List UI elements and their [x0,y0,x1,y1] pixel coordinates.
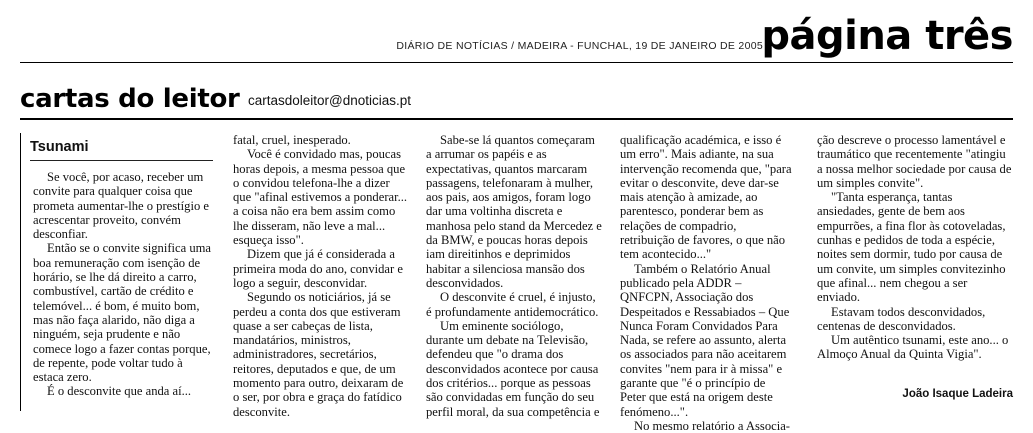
article-author: João Isaque Ladeira [902,388,1013,400]
article-paragraph: Também o Relatório Anual publicado pela ADDR – QNFCPN, Associação dos Despeitados e Ressabiados – Que Nunca Foram Convidados Para Nada, se refere ao assunto, alerta os associados para não aceitarem convites "nem para ir à missa" e garante que "é o princípio de Peter que está na origem deste fenómeno...". [620,261,790,419]
article-paragraph: Sabe-se lá quantos começaram a arrumar os papéis e as expectativas, quantos marcaram passagens, telefonaram à mulher, aos pais, aos amigos, foram logo dar uma voltinha discreta e manhosa pelo stand da Mercedez e da BMW, e poucas horas depois iam direitinhos e deprimidos habitar a silenciosa mansão dos desconvidados. [426,133,602,290]
section-rule [20,118,1013,120]
article-column-1 [20,133,213,411]
header-rule [20,62,1013,63]
article-column-3 [426,133,602,419]
article-paragraph: Segundo os noticiários, já se perdeu a conta dos que estiveram quase a ser cabeças de lista, mandatários, ministros, administradores, secretários, reitores, deputados e que, de um momento para outro, deixaram de o ser, por obra e graça do fatídico desconvite. [233,290,404,419]
article-paragraph: "Tanta esperança, tantas ansiedades, gente de bem aos empurrões, a fina flor às cotoveladas, cunhas e pedidos de toda a espécie, noites sem dormir, tudo por causa de um convite, um simples convitezinho que afinal... nem chegou a ser enviado. [817,190,1006,305]
page-title: página três [761,13,1013,59]
column-paragraphs [817,133,1013,362]
article-title: Tsunami [30,138,213,161]
column-paragraphs [233,133,408,419]
article-paragraph: Um eminente sociólogo, durante um debate na Televisão, defendeu que "o drama dos desconvidados acontece por causa dos critérios... porque as pessoas são convidadas em função do seu perfil moral, da sua competência e [426,318,600,419]
publication-dateline: DIÁRIO DE NOTÍCIAS / MADEIRA - FUNCHAL, 19 DE JANEIRO DE 2005 [396,40,763,52]
article-paragraph: É o desconvite que anda aí... [47,384,192,399]
article-paragraph: O desconvite é cruel, é injusto, é profundamente antidemocrático. [426,290,599,319]
article-paragraph: Se você, por acaso, receber um convite para qualquer coisa que prometa aumentar-lhe o prestígio e acrescentar proveito, convém desconfiar. [33,170,209,242]
section-title: cartas do leitor [20,84,240,114]
article-column-2 [233,133,408,419]
article-paragraph: Um autêntico tsunami, este ano... o Almoço Anual da Quinta Vigia". [817,333,1009,362]
column-paragraphs [20,170,213,399]
article-column-4 [620,133,792,433]
column-paragraphs [620,133,792,433]
article-paragraph: Então se o convite significa uma boa remuneração com isenção de horário, se lhe dá direito a carro, combustível, cartão de crédito e telemóvel... é bom, é muito bom, mas não faça alarido, não diga a ninguém, seja prudente e não comece logo a fazer contas porque, de repente, pode voltar tudo à estaca zero. [33,241,212,385]
article-paragraph: qualificação académica, e isso é um erro". Mais adiante, na sua intervenção recomenda que, "para evitar o desconvite, deve dar-se mais atenção à amizade, ao parentesco, ponderar bem as relações de compadrio, retribuição de favores, o que não tem acontecido..." [620,133,792,262]
article-paragraph: No mesmo relatório a Associa- [634,418,790,433]
article-paragraph: Estavam todos desconvidados, centenas de desconvidados. [817,304,986,333]
article-paragraph: ção descreve o processo lamentável e traumático que recentemente "atingiu a nossa melhor sociedade por causa de um simples convite". [817,133,1012,190]
column-paragraphs [426,133,602,419]
article-paragraph: Você é convidado mas, poucas horas depois, a mesma pessoa que o convidou telefona-lhe a dizer que "afinal estivemos a ponderar... a coisa não era bem assim como lhe disseram, não leve a mal... esqueça isso". [233,147,408,248]
article-paragraph: fatal, cruel, inesperado. [233,133,351,147]
section-email: cartasdoleitor@dnoticias.pt [248,93,412,108]
article-paragraph: Dizem que já é considerada a primeira moda do ano, convidar e logo a seguir, desconvidar. [233,247,403,290]
article-column-5 [817,133,1013,411]
